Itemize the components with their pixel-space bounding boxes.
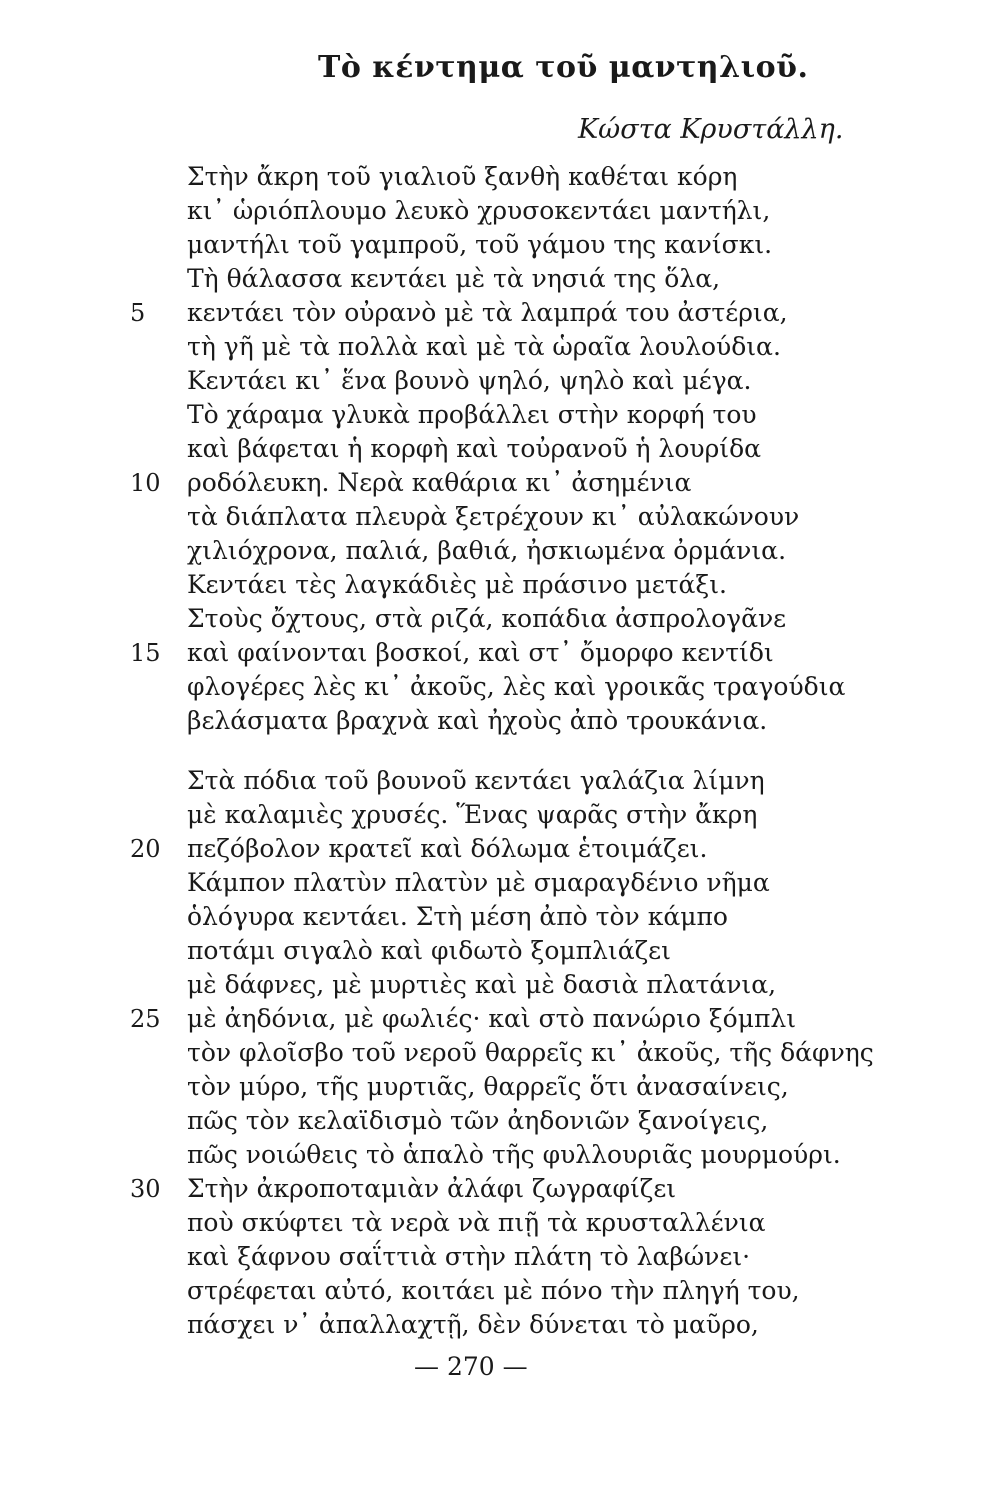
verse-line-20: πεζόβολον κρατεῖ καὶ δόλωμα ἑτοιμάζει. bbox=[187, 834, 708, 863]
verse-line-32: καὶ ξάφνου σαΐττιὰ στὴν πλάτη τὸ λαβώνει· bbox=[187, 1242, 751, 1271]
verse-line-21: Κάμπον πλατὺν πλατὺν μὲ σμαραγδένιο νῆμα bbox=[187, 868, 770, 897]
line-number-5: 5 bbox=[130, 299, 146, 327]
verse-line-33: στρέφεται αὐτό, κοιτάει μὲ πόνο τὴν πληγή του, bbox=[187, 1276, 800, 1305]
verse-line-8: Τὸ χάραμα γλυκὰ προβάλλει στὴν κορφή του bbox=[187, 400, 757, 429]
line-number-25: 25 bbox=[130, 1005, 161, 1033]
line-number-10: 10 bbox=[130, 469, 161, 497]
verse-line-12: χιλιόχρονα, παλιά, βαθιά, ἠσκιωμένα ὀρμάνια. bbox=[187, 536, 787, 565]
verse-line-6: τὴ γῆ μὲ τὰ πολλὰ καὶ μὲ τὰ ὡραῖα λουλούδια. bbox=[187, 332, 781, 361]
verse-line-30: Στὴν ἀκροποταμιὰν ἀλάφι ζωγραφίζει bbox=[187, 1174, 677, 1203]
verse-line-34: πάσχει ν᾽ ἀπαλλαχτῇ, δὲν δύνεται τὸ μαῦρο, bbox=[187, 1310, 759, 1339]
verse-line-5: κεντάει τὸν οὐρανὸ μὲ τὰ λαμπρά του ἀστέρια, bbox=[187, 298, 788, 327]
verse-line-17: βελάσματα βραχνὰ καὶ ἠχοὺς ἀπὸ τρουκάνια. bbox=[187, 706, 768, 735]
verse-line-28: πῶς τὸν κελαϊδισμὸ τῶν ἀηδονιῶν ξανοίγεις, bbox=[187, 1106, 769, 1135]
verse-line-26: τὸν φλοῖσβο τοῦ νεροῦ θαρρεῖς κι᾽ ἀκοῦς, τῆς δάφνης bbox=[187, 1038, 874, 1067]
verse-line-18: Στὰ πόδια τοῦ βουνοῦ κεντάει γαλάζια λίμνη bbox=[187, 766, 765, 795]
verse-line-16: φλογέρες λὲς κι᾽ ἀκοῦς, λὲς καὶ γροικᾶς τραγούδια bbox=[187, 672, 846, 701]
verse-line-19: μὲ καλαμιὲς χρυσές. Ἕνας ψαρᾶς στὴν ἄκρη bbox=[187, 800, 758, 829]
poem-title: Τὸ κέντημα τοῦ μαντηλιοῦ. bbox=[318, 50, 809, 85]
verse-line-10: ροδόλευκη. Νερὰ καθάρια κι᾽ ἀσημένια bbox=[187, 468, 692, 497]
verse-line-3: μαντήλι τοῦ γαμπροῦ, τοῦ γάμου της κανίσκι. bbox=[187, 230, 773, 259]
line-number-20: 20 bbox=[130, 835, 161, 863]
verse-line-24: μὲ δάφνες, μὲ μυρτιὲς καὶ μὲ δασιὰ πλατάνια, bbox=[187, 970, 777, 999]
page-number: — 270 — bbox=[414, 1352, 528, 1381]
verse-line-9: καὶ βάφεται ἡ κορφὴ καὶ τοὐρανοῦ ἡ λουρίδα bbox=[187, 434, 761, 463]
verse-line-7: Κεντάει κι᾽ ἕνα βουνὸ ψηλό, ψηλὸ καὶ μέγα. bbox=[187, 366, 752, 395]
verse-line-25: μὲ ἀηδόνια, μὲ φωλιές· καὶ στὸ πανώριο ξόμπλι bbox=[187, 1004, 797, 1033]
line-number-15: 15 bbox=[130, 639, 161, 667]
verse-line-4: Τὴ θάλασσα κεντάει μὲ τὰ νησιά της ὅλα, bbox=[187, 264, 721, 293]
verse-line-29: πῶς νοιώθεις τὸ ἁπαλὸ τῆς φυλλουριᾶς μουρμούρι. bbox=[187, 1140, 841, 1169]
line-number-30: 30 bbox=[130, 1175, 161, 1203]
verse-line-13: Κεντάει τὲς λαγκάδιὲς μὲ πράσινο μετάξι. bbox=[187, 570, 727, 599]
verse-line-27: τὸν μύρο, τῆς μυρτιᾶς, θαρρεῖς ὅτι ἀνασαίνεις, bbox=[187, 1072, 789, 1101]
verse-line-15: καὶ φαίνονται βοσκοί, καὶ στ᾽ ὄμορφο κεντίδι bbox=[187, 638, 774, 667]
verse-line-22: ὁλόγυρα κεντάει. Στὴ μέση ἀπὸ τὸν κάμπο bbox=[187, 902, 728, 931]
verse-line-2: κι᾽ ὡριόπλουμο λευκὸ χρυσοκεντάει μαντήλι, bbox=[187, 196, 771, 225]
poem-author: Κώστα Κρυστάλλη. bbox=[578, 114, 844, 145]
verse-line-31: ποὺ σκύφτει τὰ νερὰ νὰ πιῇ τὰ κρυσταλλένια bbox=[187, 1208, 766, 1237]
verse-line-23: ποτάμι σιγαλὸ καὶ φιδωτὸ ξομπλιάζει bbox=[187, 936, 671, 965]
verse-line-1: Στὴν ἄκρη τοῦ γιαλιοῦ ξανθὴ καθέται κόρη bbox=[187, 162, 738, 191]
verse-line-14: Στοὺς ὄχτους, στὰ ριζά, κοπάδια ἀσπρολογᾶνε bbox=[187, 604, 787, 633]
verse-line-11: τὰ διάπλατα πλευρὰ ξετρέχουν κι᾽ αὐλακώνουν bbox=[187, 502, 800, 531]
